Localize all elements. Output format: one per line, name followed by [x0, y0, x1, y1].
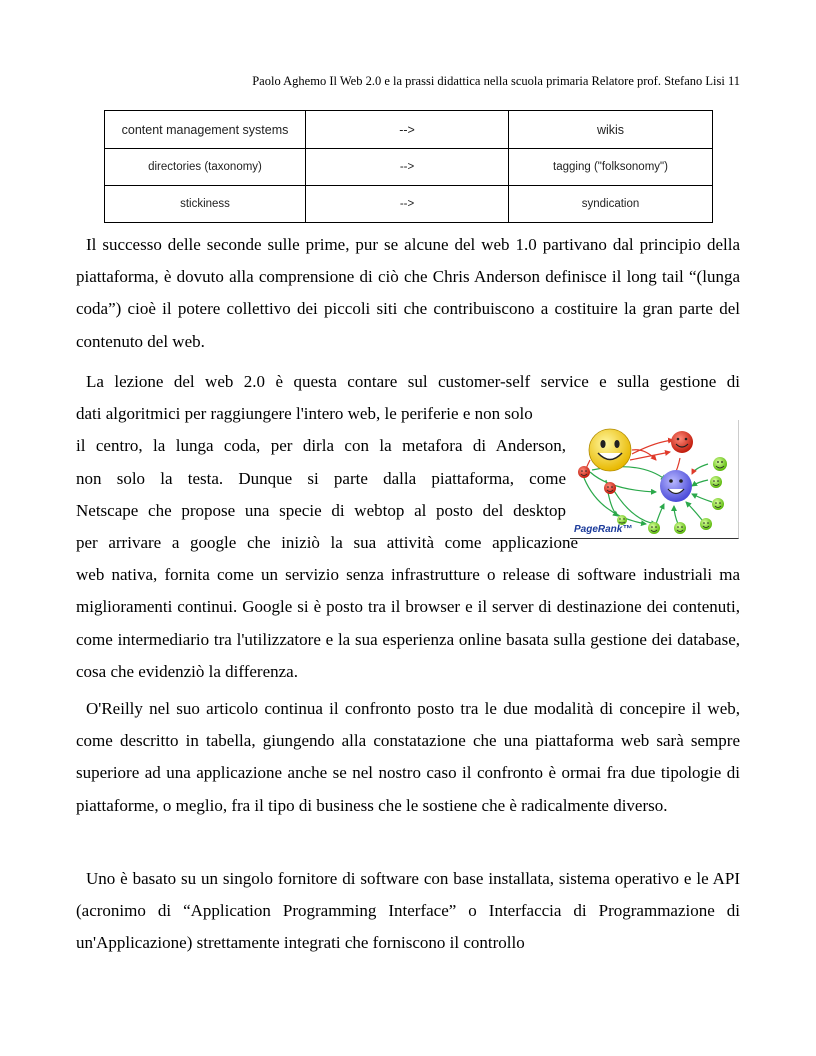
table-cell: -->	[306, 111, 509, 149]
pagerank-logo	[574, 524, 632, 535]
paragraph-text: Uno è basato su un singolo fornitore di software con base installata, sistema operativo e le API (acronimo di “Application Programming Interface” o Interfaccia di Programmazione di un'Applicazione) strettamente integrati che forniscono il controllo	[76, 869, 740, 953]
blue-smiley-icon	[660, 470, 692, 502]
green-smiley-icon	[710, 476, 722, 488]
paragraph-line: Netscape che propose una specie di webtop al posto del desktop	[76, 500, 566, 520]
pagerank-logo-text: PageRank™	[574, 524, 633, 535]
paragraph-3	[76, 693, 740, 822]
table-row	[105, 186, 713, 223]
paragraph-line: non solo la testa. Dunque si parte dalla piattaforma, come	[76, 468, 566, 488]
paragraph-line: dati algoritmici per raggiungere l'intero web, le periferie e non solo	[76, 404, 533, 424]
paragraph-line: La lezione del web 2.0 è questa contare sul customer-self service e sulla gestione di	[86, 372, 740, 391]
pagerank-illustration	[570, 420, 739, 539]
table-row	[105, 149, 713, 186]
table-cell: syndication	[509, 186, 713, 223]
red-smiley-icon	[671, 431, 693, 453]
yellow-smiley-icon	[589, 429, 631, 471]
pagerank-smileys-image	[570, 420, 738, 538]
green-smiley-icon	[712, 498, 724, 510]
paragraph-line: il centro, la lunga coda, per dirla con la metafora di Anderson,	[76, 436, 566, 456]
paragraph-line: per arrivare a google che iniziò la sua attività come applicazione	[76, 532, 578, 552]
table-row	[105, 111, 713, 149]
green-smiley-icon	[648, 522, 660, 534]
green-smiley-icon	[713, 457, 727, 471]
small-red-smiley-icon	[578, 466, 590, 478]
paragraph-1	[76, 229, 740, 358]
paragraph-4	[76, 863, 740, 960]
green-smiley-icon	[700, 518, 712, 530]
table-cell: -->	[306, 186, 509, 223]
table-cell: content management systems	[105, 111, 306, 149]
table-cell: tagging ("folksonomy")	[509, 149, 713, 186]
table-cell: directories (taxonomy)	[105, 149, 306, 186]
table-cell: -->	[306, 149, 509, 186]
table-cell: stickiness	[105, 186, 306, 223]
paragraph-text: web nativa, fornita come un servizio senza infrastrutture o release di software industriali ma miglioramenti continui. Google si è posto tra il browser e il server di destinazione dei contenuti, come intermediario tra l'utilizzatore e la sua esperienza online basata sulla gestione dei database, cosa che evidenziò la differenza.	[76, 565, 740, 681]
green-smiley-icon	[674, 522, 686, 534]
small-red-smiley-icon	[604, 482, 616, 494]
running-header: Paolo Aghemo Il Web 2.0 e la prassi didattica nella scuola primaria Relatore prof. Stefano Lisi 11	[252, 74, 740, 88]
comparison-table	[104, 110, 713, 223]
table-cell: wikis	[509, 111, 713, 149]
paragraph-text: Il successo delle seconde sulle prime, pur se alcune del web 1.0 partivano dal principio della piattaforma, è dovuto alla comprensione di ciò che Chris Anderson definisce il long tail “(lunga coda”) cioè il potere collettivo dei piccoli siti che contribuiscono a costituire la gran parte del contenuto del web.	[76, 235, 740, 351]
paragraph-text: O'Reilly nel suo articolo continua il confronto posto tra le due modalità di concepire il web, come descritto in tabella, giungendo alla constatazione che una piattaforma web sarà sempre superiore ad una applicazione anche se nel nostro caso il confronto è ormai fra due tipologie di piattaforme, o meglio, fra il tipo di business che le sostiene che è radicalmente diverso.	[76, 699, 740, 815]
